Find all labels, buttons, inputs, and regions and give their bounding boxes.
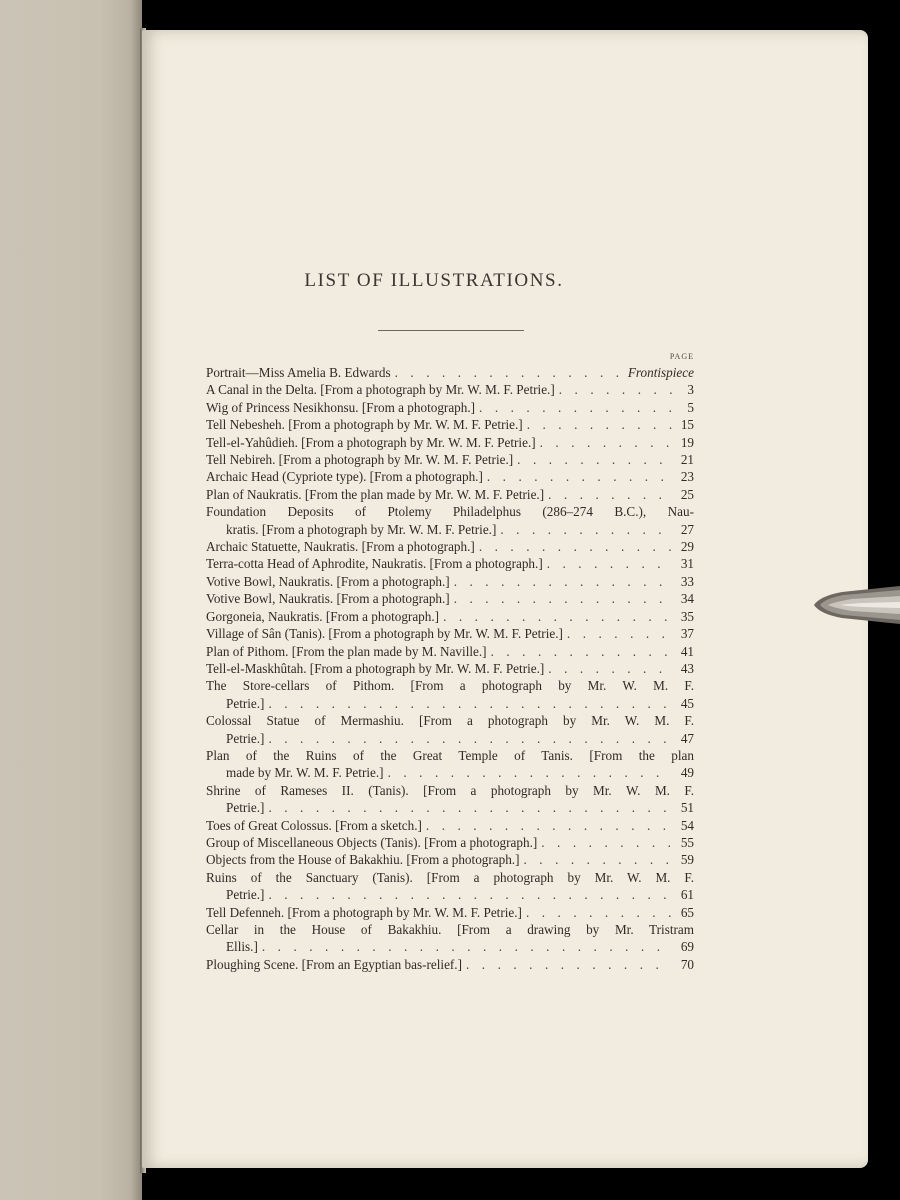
illustrations-list [206, 364, 694, 973]
entry-text: Plan of Naukratis. [From the plan made by Mr. W. M. F. Petrie.] [206, 486, 545, 502]
page-number: 21 [680, 452, 694, 468]
illustration-entry [206, 904, 694, 921]
page-number: 43 [680, 660, 694, 676]
illustration-entry [206, 573, 694, 590]
illustration-entry [206, 695, 694, 712]
page-number: 70 [680, 956, 694, 972]
illustration-entry [206, 399, 694, 416]
page-number: 25 [680, 486, 694, 502]
entry-text: Votive Bowl, Naukratis. [From a photograph.] [206, 591, 450, 607]
illustration-entry [206, 451, 694, 468]
illustration-entry [206, 625, 694, 642]
illustration-entry [206, 730, 694, 747]
illustration-entry [206, 381, 694, 398]
page-number: 33 [680, 573, 694, 589]
entry-text: Village of Sân (Tanis). [From a photograph by Mr. W. M. F. Petrie.] [206, 626, 563, 642]
entry-line: Colossal Statue of Mermashiu. [From a photograph by Mr. W. M. F. [206, 713, 694, 729]
entry-text: Petrie.] [226, 887, 265, 903]
dot-leader [496, 521, 672, 538]
page-number: 5 [687, 399, 694, 415]
dot-leader [537, 834, 672, 851]
dot-leader [563, 625, 672, 642]
dot-leader [520, 851, 673, 868]
entry-text: made by Mr. W. M. F. Petrie.] [226, 765, 384, 781]
illustration-entry [206, 851, 694, 868]
page-number: 55 [680, 834, 694, 850]
entry-line: Foundation Deposits of Ptolemy Philadelphus (286–274 B.C.), Nau- [206, 504, 694, 520]
dot-leader [439, 608, 672, 625]
page-title: LIST OF ILLUSTRATIONS. [304, 270, 564, 291]
dot-leader [264, 730, 672, 747]
page-number: 41 [680, 643, 694, 659]
dot-leader [384, 764, 672, 781]
page-number: 65 [680, 904, 694, 920]
entry-text: Tell Nebesheh. [From a photograph by Mr. W. M. F. Petrie.] [206, 417, 523, 433]
entry-text: Archaic Statuette, Naukratis. [From a photograph.] [206, 539, 475, 555]
entry-text: Tell Defenneh. [From a photograph by Mr. W. M. F. Petrie.] [206, 904, 522, 920]
illustration-entry [206, 660, 694, 677]
entry-text: Toes of Great Colossus. [From a sketch.] [206, 817, 422, 833]
page-number: 31 [680, 556, 694, 572]
entry-text: A Canal in the Delta. [From a photograph by Mr. W. M. F. Petrie.] [206, 382, 555, 398]
illustration-entry [206, 468, 694, 485]
dot-leader [264, 886, 672, 903]
page-number: 35 [680, 608, 694, 624]
dot-leader [475, 399, 672, 416]
page-number: 23 [680, 469, 694, 485]
page-number: 47 [680, 730, 694, 746]
page-number: 3 [687, 382, 694, 398]
entry-text: Tell Nebireh. [From a photograph by Mr. W. M. F. Petrie.] [206, 452, 514, 468]
illustration-entry [206, 834, 694, 851]
illustration-entry [206, 416, 694, 433]
page-number: Frontispiece [627, 365, 694, 380]
illustration-entry [206, 764, 694, 781]
entry-text: Ellis.] [226, 939, 258, 955]
page-column-label: PAGE [669, 352, 694, 361]
entry-text: Tell-el-Yahûdieh. [From a photograph by Mr. W. M. F. Petrie.] [206, 434, 536, 450]
page-number: 69 [680, 939, 694, 955]
illustration-entry [206, 364, 694, 381]
page-number: 19 [680, 434, 694, 450]
page-number: 49 [680, 765, 694, 781]
illustration-entry [206, 799, 694, 816]
page-number: 51 [680, 800, 694, 816]
illustration-entry [206, 434, 694, 451]
dot-leader [536, 434, 672, 451]
entry-text: Tell-el-Maskhûtah. [From a photograph by Mr. W. M. F. Petrie.] [206, 660, 545, 676]
illustration-entry [206, 608, 694, 625]
entry-text: Votive Bowl, Naukratis. [From a photograph.] [206, 573, 450, 589]
illustration-entry [206, 817, 694, 834]
dot-leader [391, 364, 628, 381]
page-number: 29 [680, 539, 694, 555]
dot-leader [450, 573, 672, 590]
entry-text: Objects from the House of Bakakhiu. [From a photograph.] [206, 852, 520, 868]
entry-line: Ruins of the Sanctuary (Tanis). [From a photograph by Mr. W. M. F. [206, 869, 694, 885]
page-number: 45 [680, 695, 694, 711]
entry-text: Archaic Head (Cypriote type). [From a photograph.] [206, 469, 483, 485]
entry-line: Cellar in the House of Bakakhiu. [From a drawing by Mr. Tristram [206, 922, 694, 937]
dot-leader [264, 695, 672, 712]
title-rule [378, 330, 524, 331]
entry-text: Ploughing Scene. [From an Egyptian bas-relief.] [206, 956, 462, 972]
page-number: 59 [680, 852, 694, 868]
entry-text: Group of Miscellaneous Objects (Tanis). [From a photograph.] [206, 834, 538, 850]
illustration-entry [206, 886, 694, 903]
entry-text: Gorgoneia, Naukratis. [From a photograph.] [206, 608, 440, 624]
entry-line: Shrine of Rameses II. (Tanis). [From a photograph by Mr. W. M. F. [206, 782, 694, 798]
illustration-entry [206, 590, 694, 607]
page-number: 34 [680, 591, 694, 607]
dot-leader [522, 904, 672, 921]
illustration-entry [206, 938, 694, 955]
entry-text: kratis. [From a photograph by Mr. W. M. F. Petrie.] [226, 521, 497, 537]
dot-leader [544, 660, 672, 677]
entry-line: Plan of the Ruins of the Great Temple of Tanis. [From the plan [206, 747, 694, 763]
page-number: 37 [680, 626, 694, 642]
bookmark-tab [812, 584, 900, 626]
illustration-entry [206, 486, 694, 503]
entry-text: Wig of Princess Nesikhonsu. [From a photograph.] [206, 399, 476, 415]
dot-leader [258, 938, 672, 955]
page-number: 61 [680, 887, 694, 903]
entry-text: Petrie.] [226, 730, 265, 746]
dot-leader [555, 381, 672, 398]
dot-leader [544, 486, 672, 503]
dot-leader [462, 956, 672, 973]
entry-text: Portrait—Miss Amelia B. Edwards [206, 365, 391, 380]
left-page [0, 0, 142, 1200]
entry-line: The Store-cellars of Pithom. [From a photograph by Mr. W. M. F. [206, 678, 694, 694]
dot-leader [483, 468, 672, 485]
dot-leader [450, 590, 672, 607]
dot-leader [422, 817, 672, 834]
entry-text: Terra-cotta Head of Aphrodite, Naukratis. [From a photograph.] [206, 556, 543, 572]
illustration-entry [206, 521, 694, 538]
illustration-entry [206, 555, 694, 572]
illustration-entry [206, 538, 694, 555]
page-number: 54 [680, 817, 694, 833]
page-number: 15 [680, 417, 694, 433]
entry-text: Petrie.] [226, 800, 265, 816]
page-number: 27 [680, 521, 694, 537]
dot-leader [475, 538, 672, 555]
entry-text: Plan of Pithom. [From the plan made by M. Naville.] [206, 643, 487, 659]
illustration-entry [206, 643, 694, 660]
dot-leader [264, 799, 672, 816]
dot-leader [513, 451, 672, 468]
illustration-entry [206, 956, 694, 973]
dot-leader [487, 643, 672, 660]
dot-leader [543, 555, 672, 572]
dot-leader [523, 416, 672, 433]
entry-text: Petrie.] [226, 695, 265, 711]
